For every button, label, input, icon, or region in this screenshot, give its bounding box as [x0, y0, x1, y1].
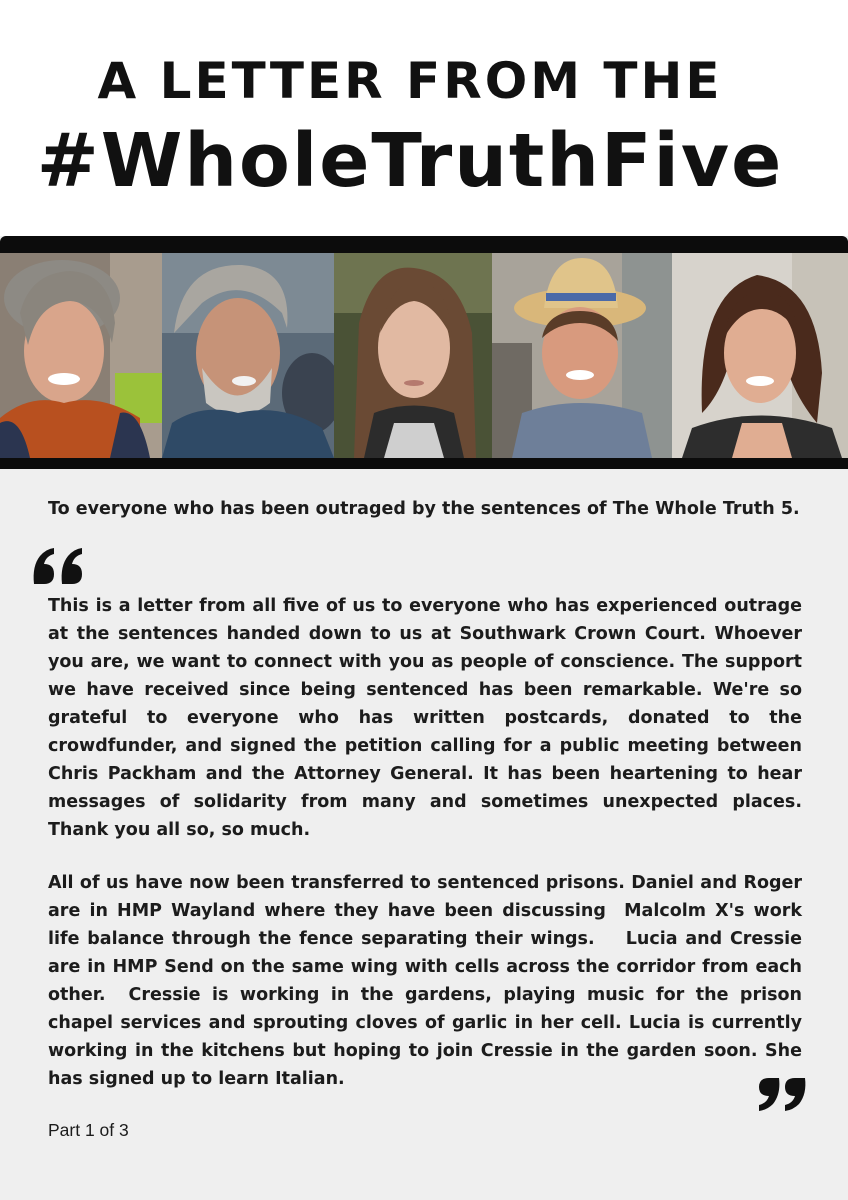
title-hashtag: #WholeTruthFive	[36, 118, 784, 204]
title-line-1: A LETTER FROM THE	[97, 52, 723, 110]
quote-close-icon	[755, 1076, 807, 1112]
photo-strip	[0, 253, 848, 458]
photo-person-4	[492, 253, 672, 458]
quote-open-icon	[30, 546, 86, 586]
letter-paragraph-2: All of us have now been transferred to sentenced prisons. Daniel and Roger are in HMP Wayland where they have been discussing Malcolm X's work life balance through the fence separating their wings. Lucia and Cressie are in HMP Send on the same wing with cells across the corridor from each other. Cressie is working in the gardens, playing music for the prison chapel services and sprouting cloves of garlic in her cell. Lucia is currently working in the kitchens but hoping to join Cressie in the garden soon. She has signed up to learn Italian.	[48, 873, 809, 1089]
photo-person-3	[334, 253, 492, 458]
letter-salutation: To everyone who has been outraged by the sentences of The Whole Truth 5.	[48, 499, 800, 519]
photo-person-2	[162, 253, 334, 458]
part-indicator: Part 1 of 3	[48, 1120, 129, 1140]
letter-paragraph-1: This is a letter from all five of us to everyone who has experienced outrage at the sentences handed down to us at Southwark Crown Court. Whoever you are, we want to connect with you as people of conscience. The support we have received since being sentenced has been remarkable. We're so grateful to everyone who has written postcards, donated to the crowdfunder, and signed the petition calling for a public meeting between Chris Packham and the Attorney General. It has been heartening to hear messages of solidarity from many and sometimes unexpected places. Thank you all so, so much.	[48, 596, 809, 840]
photo-person-5	[672, 253, 848, 458]
photo-person-1	[0, 253, 162, 458]
letter-header	[0, 0, 848, 236]
photo-band	[0, 236, 848, 469]
